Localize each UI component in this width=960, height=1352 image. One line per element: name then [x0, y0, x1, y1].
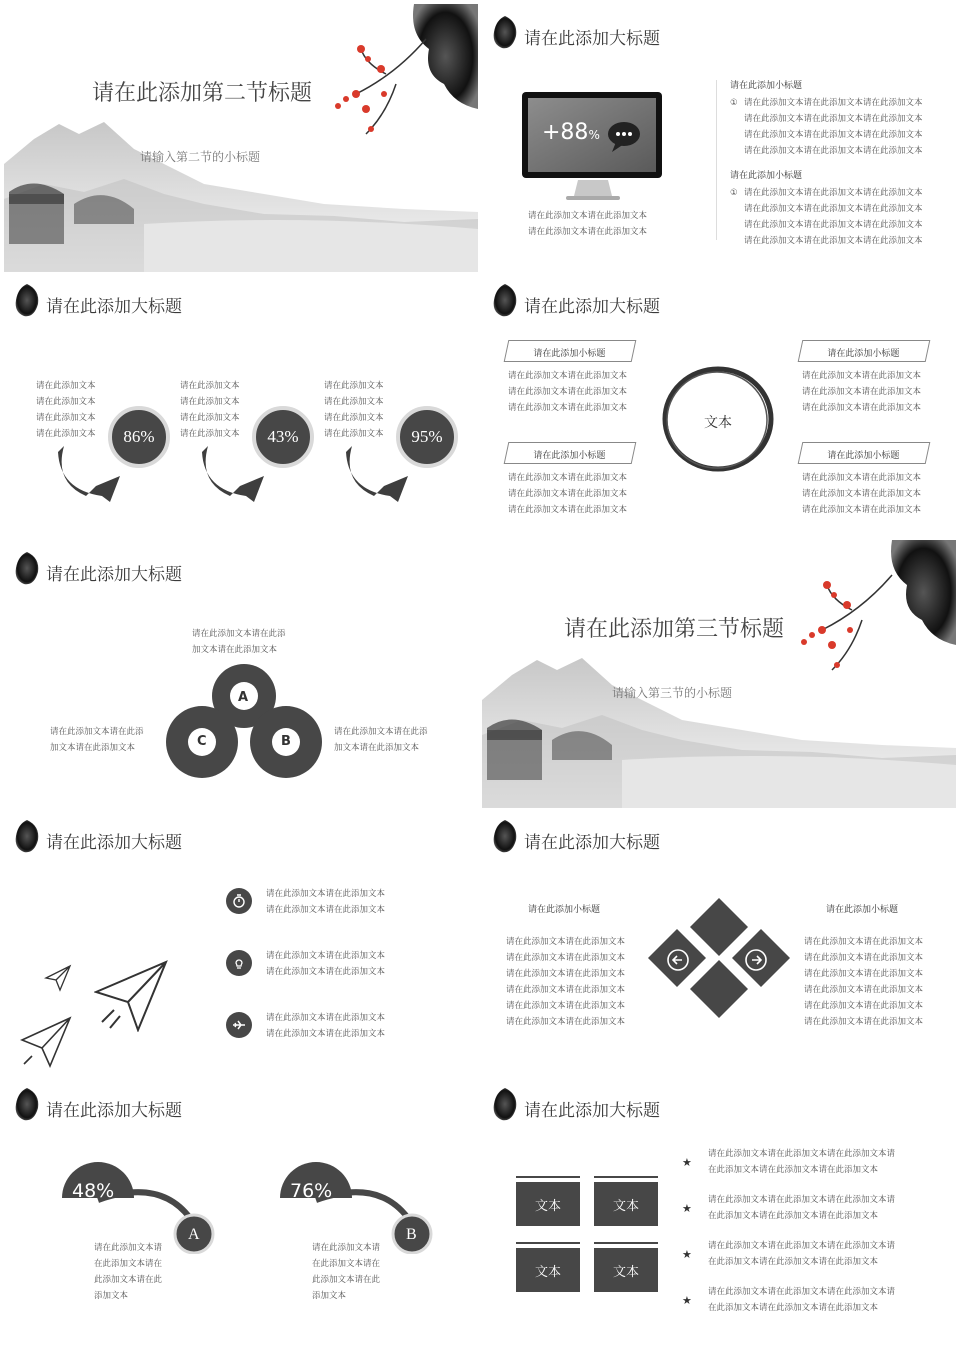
slide-monitor: [482, 4, 956, 272]
slide-boxes-stars: [482, 1076, 956, 1344]
item-text-1: 请在此添加文本请在此添加文本 请在此添加文本请在此添加文本: [266, 889, 386, 915]
star-icon: ★: [682, 1248, 692, 1261]
section-title: 请在此添加第二节标题: [92, 81, 313, 106]
text-box-2: 文本: [594, 1176, 658, 1226]
text-right: 请在此添加文本请在此添加文本 请在此添加文本请在此添加文本 请在此添加文本请在此添加文本 请在此添加文本请在此添加文本 请在此添加文本请在此添加文本 请在此添加文本请在此添加文本: [804, 937, 924, 1027]
text-top: 请在此添加文本请在此添 加文本请在此添加文本: [192, 629, 286, 655]
star-item-3: 请在此添加文本请在此添加文本请在此添加文本请 在此添加文本请在此添加文本请在此添加文本: [708, 1241, 896, 1267]
slide-percent-bubbles: [4, 1076, 478, 1344]
arrow-right-icon[interactable]: [744, 948, 768, 972]
abc-loop-diagram: [164, 662, 324, 780]
letter-label-b: B: [406, 1226, 417, 1243]
plum-blossom-icon: [326, 34, 436, 144]
text-box-4: 文本: [594, 1242, 658, 1294]
slide-section-2: [4, 4, 478, 272]
subhead-box-br: 请在此添加小标题: [798, 442, 931, 464]
subhead-box-tl: 请在此添加小标题: [504, 340, 637, 362]
divider: [716, 80, 717, 240]
paper-plane-icon-medium: [20, 1016, 72, 1068]
monitor-value: +88%: [542, 120, 600, 145]
letter-label-a: A: [188, 1226, 200, 1243]
ink-drop-icon: [490, 818, 520, 856]
circle-label: 文本: [704, 415, 732, 431]
loop-label-c: C: [197, 734, 207, 749]
star-item-2: 请在此添加文本请在此添加文本请在此添加文本请 在此添加文本请在此添加文本请在此添加文本: [708, 1195, 896, 1221]
text-right: 请在此添加文本请在此添 加文本请在此添加文本: [334, 727, 428, 753]
left-subhead: 请在此添加小标题: [528, 905, 601, 915]
ink-drop-icon: [490, 1086, 520, 1124]
slide-title: 请在此添加大标题: [46, 1101, 182, 1121]
loop-label-a: A: [238, 690, 249, 705]
star-item-4: 请在此添加文本请在此添加文本请在此添加文本请 在此添加文本请在此添加文本请在此添加文本: [708, 1287, 896, 1313]
text-block-1: 请在此添加文本 请在此添加文本 请在此添加文本 请在此添加文本: [36, 381, 96, 439]
stopwatch-icon: [226, 888, 252, 914]
item-text-3: 请在此添加文本请在此添加文本 请在此添加文本请在此添加文本: [266, 1013, 386, 1039]
text-block-2: 请在此添加文本 请在此添加文本 请在此添加文本 请在此添加文本: [180, 381, 240, 439]
text-block-3: 请在此添加文本 请在此添加文本 请在此添加文本 请在此添加文本: [324, 381, 384, 439]
text-block-br: 请在此添加文本请在此添加文本 请在此添加文本请在此添加文本 请在此添加文本请在此添加文本: [802, 473, 922, 515]
monitor-caption: 请在此添加文本请在此添加文本 请在此添加文本请在此添加文本: [528, 211, 648, 237]
ink-drop-icon: [490, 282, 520, 320]
text-group-2: 请在此添加小标题 ① 请在此添加文本请在此添加文本请在此添加文本 请在此添加文本请在此添加文本请在此添加文本 请在此添加文本请在此添加文本请在此添加文本 请在此添加文本请在此添加文本请在此添加文本: [730, 171, 923, 246]
lightbulb-icon: [226, 950, 252, 976]
text-block-tl: 请在此添加文本请在此添加文本 请在此添加文本请在此添加文本 请在此添加文本请在此添加文本: [508, 371, 628, 413]
section-subtitle: 请输入第二节的小标题: [140, 150, 261, 164]
text-left: 请在此添加文本请在此添 加文本请在此添加文本: [50, 727, 144, 753]
subhead-box-tr: 请在此添加小标题: [798, 340, 931, 362]
slide-title: 请在此添加大标题: [524, 297, 660, 317]
item-text-2: 请在此添加文本请在此添加文本 请在此添加文本请在此添加文本: [266, 951, 386, 977]
slide-abc-loops: [4, 540, 478, 808]
monitor-icon: [520, 90, 666, 208]
percent-label-2: 76%: [290, 1180, 333, 1202]
ink-drop-icon: [12, 818, 42, 856]
percent-circle-3: 95%: [396, 406, 458, 468]
text-group-1: 请在此添加小标题 ① 请在此添加文本请在此添加文本请在此添加文本 请在此添加文本请在此添加文本请在此添加文本 请在此添加文本请在此添加文本请在此添加文本 请在此添加文本请在此添加文本请在此添加文本: [730, 81, 923, 156]
star-item-1: 请在此添加文本请在此添加文本请在此添加文本请 在此添加文本请在此添加文本请在此添加文本: [708, 1149, 896, 1175]
text-block-2: 请在此添加文本请 在此添加文本请在 此添加文本请在此 添加文本: [312, 1243, 381, 1301]
slide-title: 请在此添加大标题: [524, 1101, 660, 1121]
slide-title: 请在此添加大标题: [524, 29, 660, 49]
section-title: 请在此添加第三节标题: [564, 617, 785, 642]
text-box-1: 文本: [516, 1176, 580, 1226]
slide-diamond-arrows: [482, 808, 956, 1076]
text-left: 请在此添加文本请在此添加文本 请在此添加文本请在此添加文本 请在此添加文本请在此添加文本 请在此添加文本请在此添加文本 请在此添加文本请在此添加文本 请在此添加文本请在此添加文本: [506, 937, 626, 1027]
slide-title: 请在此添加大标题: [524, 833, 660, 853]
text-block-1: 请在此添加文本请 在此添加文本请在 此添加文本请在此 添加文本: [94, 1243, 163, 1301]
star-icon: ★: [682, 1294, 692, 1307]
percent-label-1: 48%: [72, 1180, 115, 1202]
paper-plane-icon-large: [94, 960, 168, 1032]
star-icon: ★: [682, 1156, 692, 1169]
text-box-3: 文本: [516, 1242, 580, 1294]
percent-circle-1: 86%: [108, 406, 170, 468]
text-block-bl: 请在此添加文本请在此添加文本 请在此添加文本请在此添加文本 请在此添加文本请在此添加文本: [508, 473, 628, 515]
slide-title: 请在此添加大标题: [46, 833, 182, 853]
ink-drop-icon: [490, 14, 520, 52]
star-icon: ★: [682, 1202, 692, 1215]
ink-drop-icon: [12, 550, 42, 588]
slide-percent-arrows: [4, 272, 478, 540]
slide-title: 请在此添加大标题: [46, 565, 182, 585]
slide-section-3: [482, 540, 956, 808]
text-block-tr: 请在此添加文本请在此添加文本 请在此添加文本请在此添加文本 请在此添加文本请在此添加文本: [802, 371, 922, 413]
right-subhead: 请在此添加小标题: [826, 905, 899, 915]
slide-circle-text: [482, 272, 956, 540]
ink-drop-icon: [12, 282, 42, 320]
arrow-left-icon[interactable]: [666, 948, 690, 972]
paper-plane-icon-small: [44, 964, 72, 992]
slide-title: 请在此添加大标题: [46, 297, 182, 317]
slide-paper-planes: [4, 808, 478, 1076]
section-subtitle: 请输入第三节的小标题: [612, 686, 733, 700]
plum-blossom-icon: [792, 570, 902, 680]
ink-drop-icon: [12, 1086, 42, 1124]
percent-circle-2: 43%: [252, 406, 314, 468]
subhead-box-bl: 请在此添加小标题: [504, 442, 637, 464]
loop-label-b: B: [281, 734, 291, 749]
airplane-icon: [226, 1012, 252, 1038]
diamond-grid: [640, 896, 798, 1022]
